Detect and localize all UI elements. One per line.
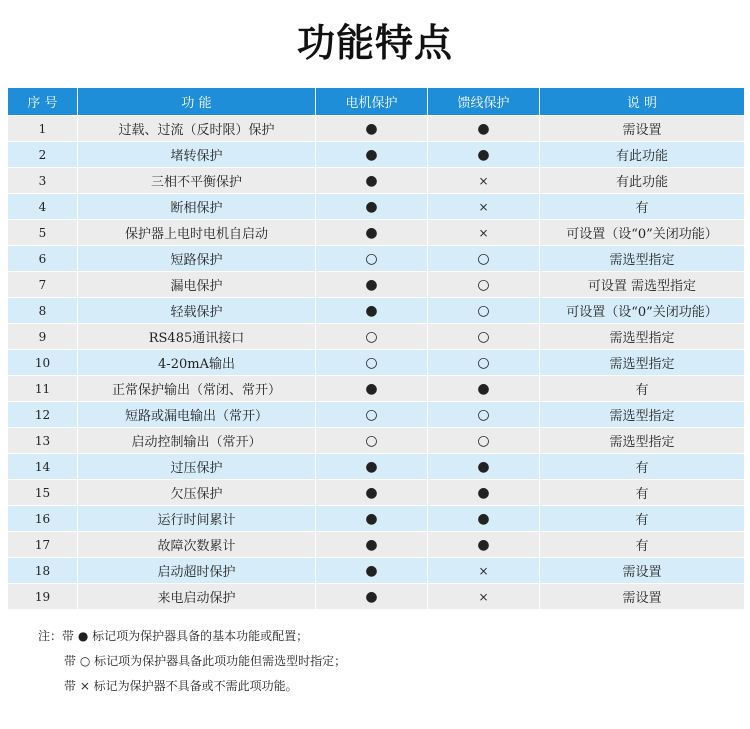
feeder-protection-cell: × [428, 194, 540, 220]
description-cell: 需选型指定 [540, 402, 745, 428]
table-row [8, 350, 745, 376]
function-cell: 故障次数累计 [78, 532, 316, 558]
row-number-cell: 7 [8, 272, 78, 298]
motor-protection-cell: ● [316, 298, 428, 324]
feeder-protection-cell: ○ [428, 428, 540, 454]
motor-protection-cell: ○ [316, 402, 428, 428]
header-description: 说 明 [540, 88, 745, 116]
function-cell: 短路保护 [78, 246, 316, 272]
feeder-protection-cell: ○ [428, 324, 540, 350]
motor-protection-cell: ● [316, 480, 428, 506]
motor-protection-cell: ○ [316, 428, 428, 454]
motor-protection-cell: ● [316, 506, 428, 532]
feeder-protection-cell: × [428, 558, 540, 584]
function-cell: 来电启动保护 [78, 584, 316, 610]
table-row [8, 402, 745, 428]
description-cell: 需设置 [540, 116, 745, 142]
feeder-protection-cell: ○ [428, 298, 540, 324]
header-number: 序 号 [8, 88, 78, 116]
table-row [8, 324, 745, 350]
description-cell: 可设置 需选型指定 [540, 272, 745, 298]
table-row [8, 194, 745, 220]
feeder-protection-cell: ● [428, 480, 540, 506]
motor-protection-cell: ○ [316, 246, 428, 272]
row-number-cell: 19 [8, 584, 78, 610]
feeder-protection-cell: ● [428, 116, 540, 142]
page-title: 功能特点 [296, 21, 453, 65]
description-cell: 有 [540, 194, 745, 220]
function-cell: 过载、过流（反时限）保护 [78, 116, 316, 142]
function-cell: 过压保护 [78, 454, 316, 480]
motor-protection-cell: ● [316, 532, 428, 558]
description-cell: 有此功能 [540, 168, 745, 194]
function-cell: RS485通讯接口 [78, 324, 316, 350]
motor-protection-cell: ● [316, 220, 428, 246]
motor-protection-cell: ● [316, 272, 428, 298]
row-number-cell: 16 [8, 506, 78, 532]
row-number-cell: 18 [8, 558, 78, 584]
function-cell: 启动控制输出（常开） [78, 428, 316, 454]
table-row [8, 376, 745, 402]
table-row [8, 116, 745, 142]
table-row [8, 220, 745, 246]
function-cell: 断相保护 [78, 194, 316, 220]
function-cell: 启动超时保护 [78, 558, 316, 584]
table-header-row [8, 88, 745, 116]
description-cell: 需选型指定 [540, 428, 745, 454]
table-row [8, 428, 745, 454]
function-cell: 三相不平衡保护 [78, 168, 316, 194]
description-cell: 可设置（设“0”关闭功能） [540, 220, 745, 246]
note-empty-mark: 带 ○ 标记项为保护器具备此项功能但需选型时指定； [64, 654, 347, 668]
row-number-cell: 8 [8, 298, 78, 324]
row-number-cell: 17 [8, 532, 78, 558]
motor-protection-cell: ● [316, 194, 428, 220]
table-row [8, 480, 745, 506]
row-number-cell: 6 [8, 246, 78, 272]
table-row [8, 506, 745, 532]
note-x-mark: 带 × 标记为保护器不具备或不需此项功能。 [64, 679, 298, 693]
description-cell: 有 [540, 454, 745, 480]
function-cell: 堵转保护 [78, 142, 316, 168]
description-cell: 需选型指定 [540, 350, 745, 376]
row-number-cell: 10 [8, 350, 78, 376]
row-number-cell: 11 [8, 376, 78, 402]
function-cell: 漏电保护 [78, 272, 316, 298]
description-cell: 有 [540, 376, 745, 402]
feeder-protection-cell: × [428, 584, 540, 610]
motor-protection-cell: ● [316, 584, 428, 610]
feeder-protection-cell: × [428, 168, 540, 194]
table-row [8, 272, 745, 298]
note-full-mark: 注：带 ● 标记项为保护器具备的基本功能或配置； [38, 629, 309, 643]
motor-protection-cell: ● [316, 558, 428, 584]
row-number-cell: 14 [8, 454, 78, 480]
row-number-cell: 13 [8, 428, 78, 454]
feeder-protection-cell: ○ [428, 402, 540, 428]
motor-protection-cell: ○ [316, 350, 428, 376]
table-row [8, 532, 745, 558]
row-number-cell: 4 [8, 194, 78, 220]
function-cell: 短路或漏电输出（常开） [78, 402, 316, 428]
header-function: 功 能 [78, 88, 316, 116]
feeder-protection-cell: ● [428, 376, 540, 402]
feeder-protection-cell: × [428, 220, 540, 246]
motor-protection-cell: ● [316, 142, 428, 168]
description-cell: 需设置 [540, 558, 745, 584]
description-cell: 有 [540, 532, 745, 558]
function-cell: 轻载保护 [78, 298, 316, 324]
description-cell: 需选型指定 [540, 324, 745, 350]
feeder-protection-cell: ○ [428, 272, 540, 298]
feeder-protection-cell: ○ [428, 350, 540, 376]
header-motor-protection: 电机保护 [316, 88, 428, 116]
feeder-protection-cell: ● [428, 532, 540, 558]
description-cell: 可设置（设“0”关闭功能） [540, 298, 745, 324]
motor-protection-cell: ● [316, 454, 428, 480]
function-cell: 正常保护输出（常闭、常开） [78, 376, 316, 402]
row-number-cell: 12 [8, 402, 78, 428]
table-row [8, 168, 745, 194]
feeder-protection-cell: ○ [428, 246, 540, 272]
table-row [8, 142, 745, 168]
feeder-protection-cell: ● [428, 506, 540, 532]
description-cell: 需选型指定 [540, 246, 745, 272]
description-cell: 有 [540, 506, 745, 532]
function-cell: 运行时间累计 [78, 506, 316, 532]
motor-protection-cell: ● [316, 376, 428, 402]
row-number-cell: 2 [8, 142, 78, 168]
row-number-cell: 15 [8, 480, 78, 506]
footnotes [38, 624, 346, 699]
table-row [8, 584, 745, 610]
table-row [8, 298, 745, 324]
function-cell: 4-20mA输出 [78, 350, 316, 376]
header-feeder-protection: 馈线保护 [428, 88, 540, 116]
description-cell: 有 [540, 480, 745, 506]
table-row [8, 246, 745, 272]
function-cell: 保护器上电时电机自启动 [78, 220, 316, 246]
feeder-protection-cell: ● [428, 454, 540, 480]
feature-table [7, 87, 745, 610]
table-row [8, 454, 745, 480]
table-row [8, 558, 745, 584]
description-cell: 有此功能 [540, 142, 745, 168]
row-number-cell: 3 [8, 168, 78, 194]
row-number-cell: 5 [8, 220, 78, 246]
motor-protection-cell: ● [316, 168, 428, 194]
description-cell: 需设置 [540, 584, 745, 610]
function-cell: 欠压保护 [78, 480, 316, 506]
row-number-cell: 1 [8, 116, 78, 142]
row-number-cell: 9 [8, 324, 78, 350]
motor-protection-cell: ○ [316, 324, 428, 350]
feeder-protection-cell: ● [428, 142, 540, 168]
motor-protection-cell: ● [316, 116, 428, 142]
